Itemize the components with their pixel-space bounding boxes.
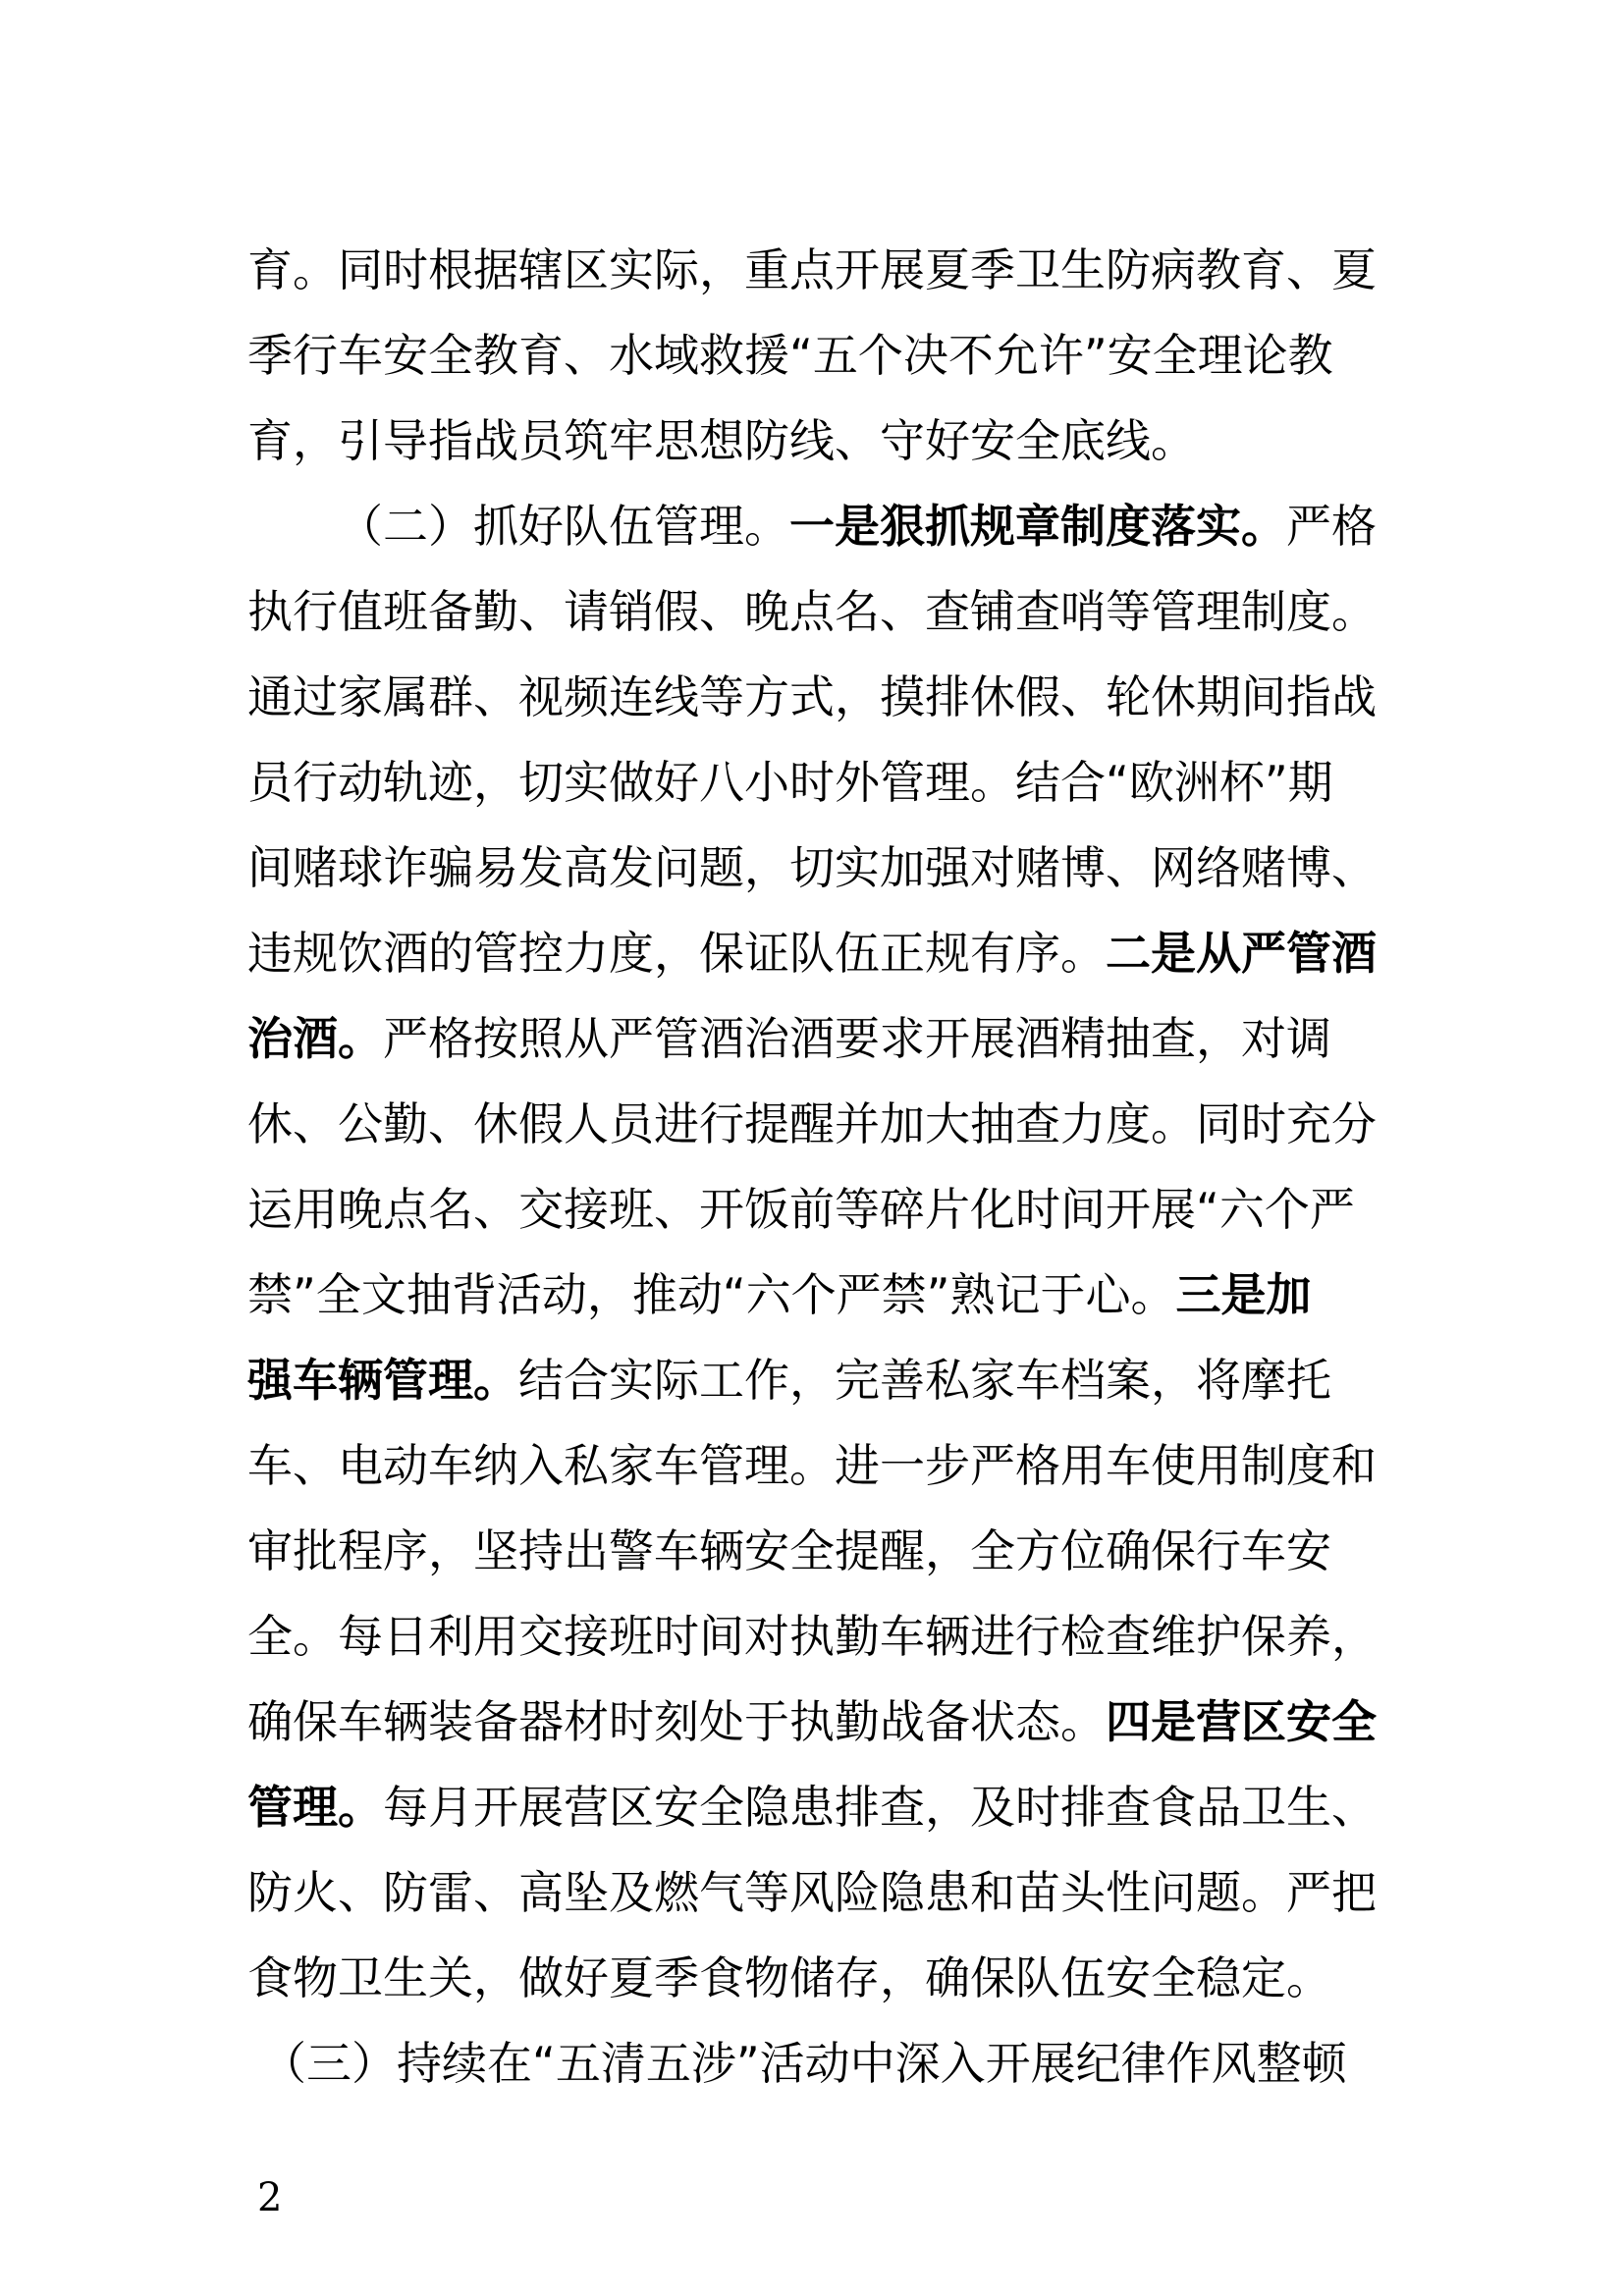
text-line: 休、公勤、休假人员进行提醒并加大抽查力度。同时充分	[247, 1097, 1377, 1150]
text-line	[247, 996, 1406, 1082]
text-line: 食物卫生关，做好夏季食物储存，确保队伍安全稳定。	[247, 1951, 1331, 2004]
text-run: 确保车辆装备器材时刻处于执勤战备状态。	[247, 1695, 1106, 1748]
text-run: 严格	[1286, 500, 1377, 553]
bold-lead: 四是营区安全	[1106, 1695, 1377, 1748]
text-line: 审批程序，坚持出警车辆安全提醒，全方位确保行车安	[247, 1524, 1331, 1577]
text-line: 全。每日利用交接班时间对执勤车辆进行检查维护保养，	[247, 1610, 1377, 1663]
text-line	[247, 1338, 1406, 1423]
text-line: 运用晚点名、交接班、开饭前等碎片化时间开展“六个严	[247, 1183, 1355, 1236]
text-line: 员行动轨迹，切实做好八小时外管理。结合“欧洲杯”期	[247, 756, 1333, 809]
bold-lead: 一是狠抓规章制度落实。	[789, 500, 1286, 553]
text-line: 防火、防雷、高坠及燃气等风险隐患和苗头性问题。严把	[247, 1866, 1377, 1919]
text-line	[247, 1680, 1406, 1765]
text-line: 执行值班备勤、请销假、晚点名、查铺查哨等管理制度。	[247, 585, 1377, 638]
text-line: 车、电动车纳入私家车管理。进一步严格用车使用制度和	[247, 1439, 1377, 1492]
text-run: 严格按照从严管酒治酒要求开展酒精抽查，对调	[383, 1012, 1331, 1065]
text-line: 间赌球诈骗易发高发问题，切实加强对赌博、网络赌博、	[247, 841, 1377, 894]
page-number: 2	[257, 2175, 283, 2220]
text-line: 通过家属群、视频连线等方式，摸排休假、轮休期间指战	[247, 670, 1377, 723]
text-line: 育，引导指战员筑牢思想防线、守好安全底线。	[247, 414, 1196, 467]
text-line	[247, 911, 1406, 996]
section-heading: （二）抓好队伍管理。	[338, 500, 789, 553]
section-heading-line	[247, 484, 1406, 569]
text-line: 季行车安全教育、水域救援“五个决不允许”安全理论教	[247, 329, 1333, 382]
bold-lead: 强车辆管理。	[247, 1354, 518, 1407]
text-run: 每月开展营区安全隐患排查，及时排查食品卫生、	[383, 1781, 1377, 1834]
body-text	[247, 228, 1406, 2107]
text-line: 育。同时根据辖区实际，重点开展夏季卫生防病教育、夏	[247, 243, 1377, 296]
bold-lead: 三是加	[1175, 1268, 1312, 1321]
text-run: 违规饮酒的管控力度，保证队伍正规有序。	[247, 927, 1106, 980]
text-run: 结合实际工作，完善私家车档案，将摩托	[518, 1354, 1331, 1407]
text-line	[247, 1765, 1406, 1850]
bold-lead: 二是从严管酒	[1106, 927, 1377, 980]
text-line	[247, 1253, 1406, 1338]
text-run: 禁”全文抽背活动，推动“六个严禁”熟记于心。	[247, 1268, 1176, 1321]
bold-lead: 管理。	[247, 1781, 383, 1834]
bold-lead: 治酒。	[247, 1012, 383, 1065]
section-heading-line: （三）持续在“五清五涉”活动中深入开展纪律作风整顿	[261, 2037, 1347, 2090]
